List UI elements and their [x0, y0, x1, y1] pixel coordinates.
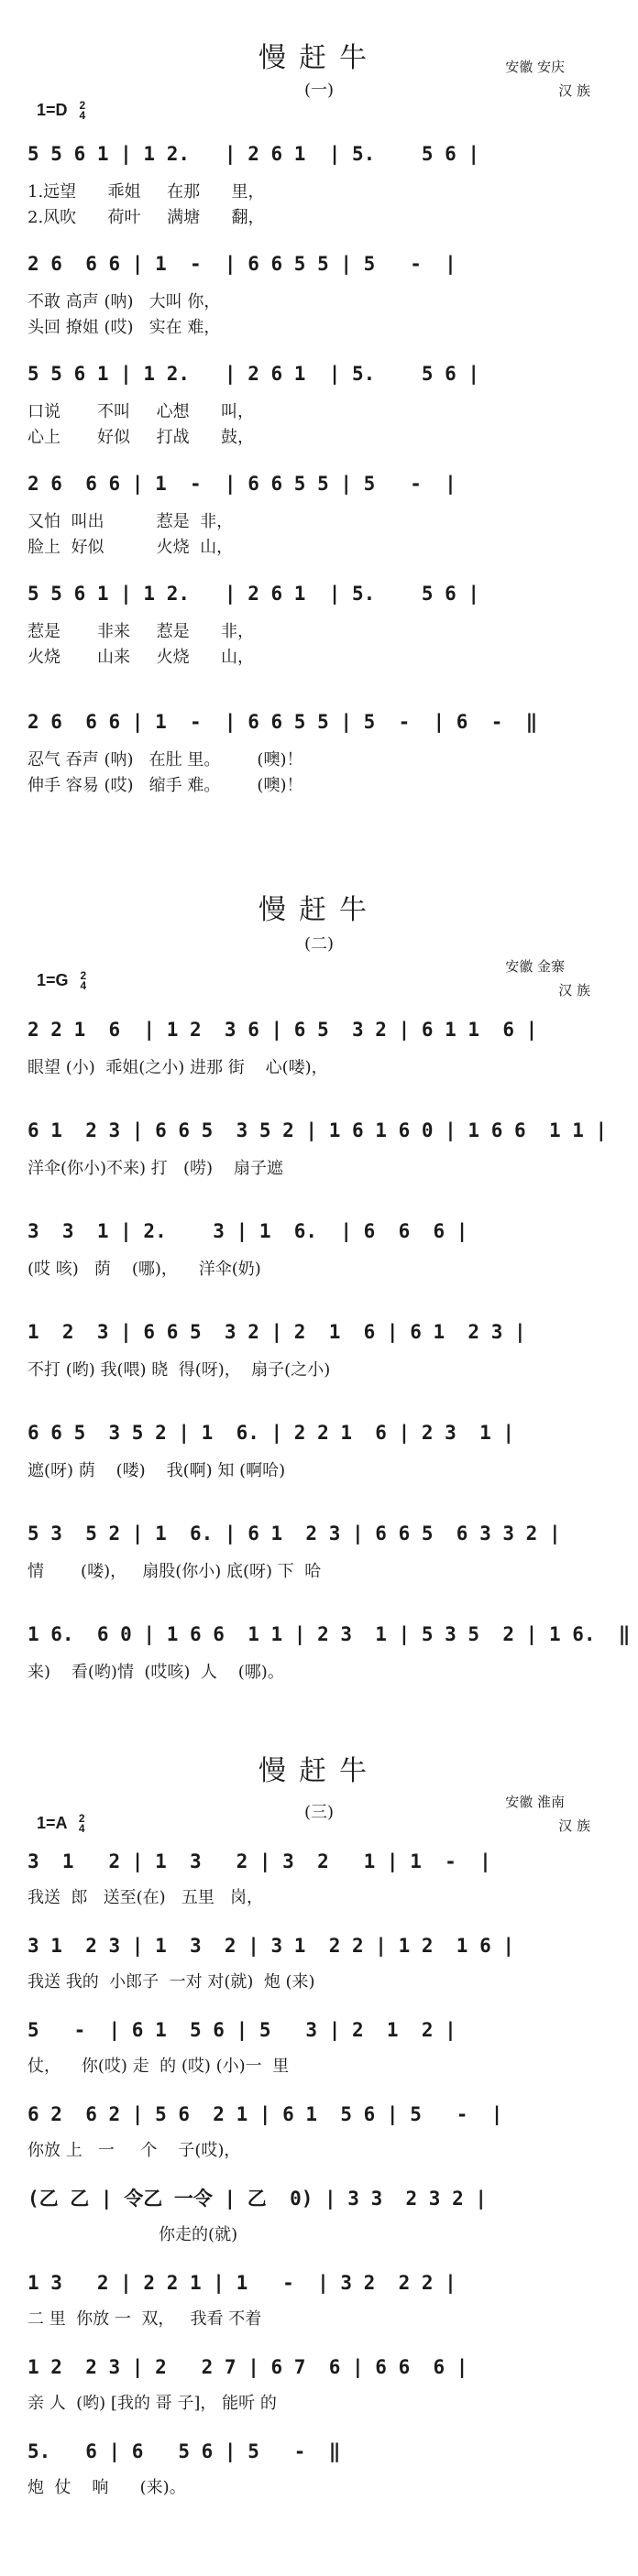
- meter-bottom: 4: [79, 109, 86, 123]
- notation-line: 5 - | 6 1 5 6 | 5 3 | 2 1 2 |: [28, 2019, 456, 2041]
- lyric-line: 炮 仗 响 (来)。: [28, 2478, 186, 2497]
- song-title: 慢赶牛: [258, 1755, 380, 1787]
- notation-line: 5. 6 | 6 5 6 | 5 - ‖: [28, 2440, 341, 2462]
- lyric-verse-1: 1.远望 乖姐 在那 里，: [28, 182, 265, 202]
- lyric-verse-2: 伸手 容易 (哎) 缩手 难。 (噢)！: [28, 776, 303, 795]
- meter-top: 2: [78, 1812, 85, 1826]
- notation-line: 1 2 3 | 6 6 5 3 2 | 2 1 6 | 6 1 2 3 |: [28, 1321, 526, 1343]
- lyric-verse-1: 口说 不叫 心想 叫，: [28, 402, 254, 421]
- origin-place: 安徽 金寨: [505, 958, 565, 975]
- time-signature: [81, 971, 87, 991]
- notation-line: 5 3 5 2 | 1 6. | 6 1 2 3 | 6 6 5 6 3 3 2 |: [28, 1523, 561, 1545]
- meter-top: 2: [80, 969, 87, 983]
- notation-line: 2 6 6 6 | 1 - | 6 6 5 5 | 5 - |: [28, 253, 456, 275]
- notation-line: 3 1 2 | 1 3 2 | 3 2 1 | 1 - |: [28, 1850, 491, 1872]
- notation-line: 3 1 2 3 | 1 3 2 | 3 1 2 2 | 1 2 1 6 |: [28, 1935, 515, 1957]
- song-origin: [505, 1790, 590, 1838]
- lyric-verse-2: 脸上 好似 火烧 山，: [28, 538, 234, 557]
- notation-line: 6 6 5 3 5 2 | 1 6. | 2 2 1 6 | 2 3 1 |: [28, 1422, 515, 1444]
- lyric-line: 眼望 (小) 乖姐(之小) 进那 街 心(喽)，: [28, 1058, 328, 1077]
- song-origin: [505, 55, 590, 103]
- lyric-line: 我送 郎 送至(在) 五里 岗，: [28, 1888, 263, 1907]
- lyric-verse-1: 忍气 吞声 (呐) 在肚 里。 (噢)！: [28, 750, 303, 770]
- lyric-line: 你走的(就): [28, 2225, 238, 2244]
- time-signature: [79, 1814, 85, 1834]
- lyric-line: 不打 (哟) 我(喂) 晓 得(呀)， 扇子(之小): [28, 1360, 331, 1380]
- meter-bottom: 4: [78, 1822, 85, 1836]
- notation-line: 5 5 6 1 | 1 2. | 2 6 1 | 5. 5 6 |: [28, 363, 480, 385]
- notation-line: 2 6 6 6 | 1 - | 6 6 5 5 | 5 - | 6 - ‖: [28, 711, 538, 733]
- lyric-line: 情 (喽)， 扇股(你小) 底(呀) 下 哈: [28, 1562, 322, 1581]
- key-label: 1=D: [37, 101, 68, 119]
- lyric-line: 洋伞(你小)不来) 打 (唠) 扇子遮: [28, 1159, 283, 1178]
- lyric-line: 二 里 你放 一 双， 我看 不着: [28, 2309, 262, 2329]
- origin-place: 安徽 安庆: [505, 59, 565, 75]
- notation-line: (乙 乙 | 令乙 一令 | 乙 0) | 3 3 2 3 2 |: [28, 2188, 488, 2210]
- song-number: (三): [303, 1803, 335, 1822]
- key-label: 1=A: [37, 1814, 67, 1832]
- lyric-line: 来) 看(哟)情 (哎咳) 人 (哪)。: [28, 1663, 284, 1682]
- notation-line: 6 1 2 3 | 6 6 5 3 5 2 | 1 6 1 6 0 | 1 6 6 1 1 |: [28, 1119, 608, 1141]
- lyric-line: (哎 咳) 荫 (哪)， 洋伞(奶): [28, 1260, 261, 1279]
- song-origin: [505, 955, 590, 1002]
- lyric-line: 我送 我的 小郎子 一对 对(就) 炮 (来): [28, 1972, 315, 1992]
- lyric-verse-1: 不敢 高声 (呐) 大叫 你，: [28, 292, 221, 311]
- song-title: 慢赶牛: [258, 894, 380, 926]
- notation-line: 5 5 6 1 | 1 2. | 2 6 1 | 5. 5 6 |: [28, 583, 480, 605]
- lyric-verse-1: 惹是 非来 惹是 非，: [28, 622, 254, 641]
- key-signature: [37, 101, 85, 121]
- lyric-line: 仗， 你(哎) 走 的 (哎) (小)一 里: [28, 2057, 290, 2076]
- notation-line: 2 6 6 6 | 1 - | 6 6 5 5 | 5 - |: [28, 473, 456, 495]
- key-label: 1=G: [37, 971, 69, 989]
- notation-line: 2 2 1 6 | 1 2 3 6 | 6 5 3 2 | 6 1 1 6 |: [28, 1019, 538, 1041]
- origin-ethnicity: 汉 族: [558, 1817, 590, 1834]
- meter-top: 2: [79, 99, 86, 113]
- lyric-line: 亲 人 (哟) [我的 哥 子]， 能听 的: [28, 2394, 277, 2413]
- notation-line: 6 2 6 2 | 5 6 2 1 | 6 1 5 6 | 5 - |: [28, 2103, 503, 2125]
- notation-line: 3 3 1 | 2. 3 | 1 6. | 6 6 6 |: [28, 1220, 468, 1242]
- lyric-verse-2: 心上 好似 打战 鼓，: [28, 428, 254, 447]
- origin-place: 安徽 淮南: [505, 1794, 565, 1810]
- song-title: 慢赶牛: [258, 42, 380, 74]
- notation-line: 1 2 2 3 | 2 2 7 | 6 7 6 | 6 6 6 |: [28, 2356, 468, 2378]
- lyric-verse-2: 头回 撩姐 (哎) 实在 难，: [28, 318, 221, 337]
- lyric-verse-2: 2.风吹 荷叶 满塘 翻，: [28, 208, 265, 227]
- origin-ethnicity: 汉 族: [558, 82, 590, 99]
- lyric-line: 遮(呀) 荫 (喽) 我(啊) 知 (啊哈): [28, 1461, 286, 1480]
- song-number: (二): [303, 934, 335, 954]
- lyric-verse-2: 火烧 山来 火烧 山，: [28, 648, 254, 667]
- lyric-verse-1: 又怕 叫出 惹是 非，: [28, 512, 234, 531]
- key-signature: [37, 971, 86, 991]
- notation-line: 5 5 6 1 | 1 2. | 2 6 1 | 5. 5 6 |: [28, 143, 480, 165]
- song-number: (一): [303, 81, 335, 100]
- notation-line: 1 3 2 | 2 2 1 | 1 - | 3 2 2 2 |: [28, 2272, 456, 2294]
- lyric-line: 你放 上 一 个 子(哎)，: [28, 2141, 241, 2160]
- notation-line: 1 6. 6 0 | 1 6 6 1 1 | 2 3 1 | 5 3 5 2 | 1 6. ‖: [28, 1623, 631, 1645]
- origin-ethnicity: 汉 族: [558, 982, 590, 999]
- meter-bottom: 4: [80, 979, 87, 993]
- time-signature: [80, 101, 86, 121]
- key-signature: [37, 1814, 85, 1834]
